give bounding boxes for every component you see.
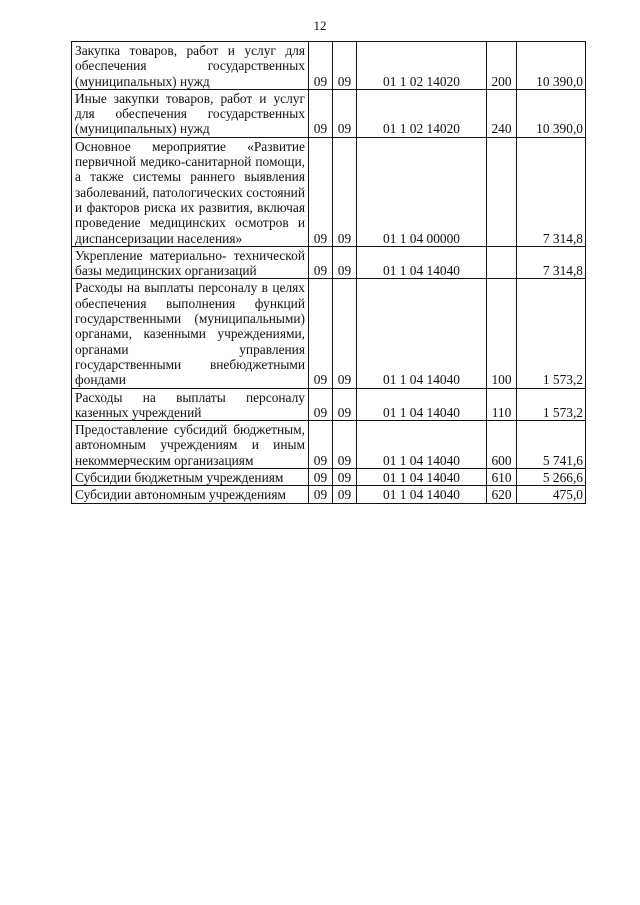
row-description [72, 42, 309, 90]
description-text: Иные закупки товаров, работ [75, 90, 253, 106]
page-number: 12 [313, 18, 327, 33]
description-text: включая проведение медицинских [75, 199, 305, 231]
description-text: казенных учреждений [75, 404, 202, 420]
target-article-code: 01 1 04 00000 [357, 137, 487, 246]
target-article-code: 01 1 04 14040 [357, 388, 487, 421]
description-text: казенными учреждениями, [143, 326, 305, 342]
description-text: государственных [207, 106, 305, 122]
amount: 1 573,2 [517, 388, 586, 421]
section-code: 09 [309, 42, 333, 90]
expense-type-code: 100 [487, 279, 517, 388]
description-text: Основное мероприятие «Развитие [75, 138, 305, 154]
description-text: и услуг для обеспечения [75, 90, 305, 122]
section-code: 09 [309, 486, 333, 503]
budget-table [71, 41, 586, 504]
table-row [72, 246, 586, 279]
description-text: Предоставление субсидий [75, 422, 228, 438]
row-description [72, 89, 309, 137]
description-text: (муниципальных) нужд [75, 73, 210, 89]
description-text: населения» [177, 230, 243, 246]
table-row [72, 469, 586, 486]
target-article-code: 01 1 04 14040 [357, 421, 487, 469]
description-text: технической базы медицинских [75, 247, 305, 279]
description-text: (муниципальными) органами, [75, 311, 305, 342]
subsection-code: 09 [333, 421, 357, 469]
table-row [72, 137, 586, 246]
description-text: государственными [75, 356, 182, 372]
amount: 5 266,6 [517, 469, 586, 486]
amount: 1 573,2 [517, 279, 586, 388]
table-row [72, 89, 586, 137]
target-article-code: 01 1 04 14040 [357, 246, 487, 279]
description-text: осмотров и диспансеризации [75, 215, 305, 246]
description-text: учреждениям и иным [160, 437, 305, 453]
description-text: (муниципальных) нужд [75, 121, 210, 137]
target-article-code: 01 1 04 14040 [357, 469, 487, 486]
description-text: Укрепление материально- [75, 247, 227, 263]
expense-type-code: 240 [487, 89, 517, 137]
expense-type-code: 610 [487, 469, 517, 486]
expense-type-code: 200 [487, 42, 517, 90]
description-text: Расходы на выплаты персоналу [75, 280, 258, 296]
description-text: Субсидии автономным [75, 487, 206, 503]
table-row [72, 388, 586, 421]
description-text: Субсидии бюджетным [75, 470, 203, 486]
description-text: первичной медико-санитарной [75, 154, 252, 170]
description-text: учреждениям [206, 470, 284, 486]
budget-table-body [72, 42, 586, 504]
section-code: 09 [309, 421, 333, 469]
description-text: Расходы на выплаты персоналу [75, 389, 305, 405]
table-row [72, 279, 586, 388]
amount: 475,0 [517, 486, 586, 503]
amount: 7 314,8 [517, 246, 586, 279]
expense-type-code: 600 [487, 421, 517, 469]
target-article-code: 01 1 04 14040 [357, 279, 487, 388]
amount: 5 741,6 [517, 421, 586, 469]
table-row [72, 486, 586, 503]
row-description [72, 421, 309, 469]
description-text: выявления заболеваний, [75, 169, 305, 200]
subsection-code: 09 [333, 137, 357, 246]
expense-type-code: 110 [487, 388, 517, 421]
section-code: 09 [309, 246, 333, 279]
subsection-code: 09 [333, 469, 357, 486]
subsection-code: 09 [333, 388, 357, 421]
expense-type-code [487, 246, 517, 279]
table-row [72, 421, 586, 469]
subsection-code: 09 [333, 42, 357, 90]
subsection-code: 09 [333, 89, 357, 137]
row-description [72, 246, 309, 279]
description-text: и факторов риска их развития, [75, 199, 253, 215]
row-description [72, 137, 309, 246]
section-code: 09 [309, 469, 333, 486]
subsection-code: 09 [333, 486, 357, 503]
row-description [72, 388, 309, 421]
description-text: бюджетным, автономным [75, 422, 305, 453]
target-article-code: 01 1 04 14040 [357, 486, 487, 503]
section-code: 09 [309, 388, 333, 421]
amount: 10 390,0 [517, 42, 586, 90]
table-row [72, 42, 586, 90]
section-code: 09 [309, 89, 333, 137]
description-text: внебюджетными фондами [75, 356, 305, 388]
target-article-code: 01 1 02 14020 [357, 89, 487, 137]
description-text: для обеспечения государственных [75, 43, 305, 74]
row-description [72, 279, 309, 388]
description-text: помощи, а также системы раннего [75, 154, 305, 185]
row-description [72, 486, 309, 503]
description-text: органами управления [75, 341, 305, 357]
section-code: 09 [309, 137, 333, 246]
description-text: функций государственными [75, 295, 305, 327]
description-text: Закупка товаров, работ и услуг [75, 43, 276, 58]
description-text: патологических состояний [152, 184, 305, 200]
description-text: организаций [184, 263, 257, 279]
description-text: учреждениям [208, 487, 286, 503]
target-article-code: 01 1 02 14020 [357, 42, 487, 90]
description-text: некоммерческим организациям [75, 452, 254, 468]
subsection-code: 09 [333, 279, 357, 388]
amount: 10 390,0 [517, 89, 586, 137]
subsection-code: 09 [333, 246, 357, 279]
row-description [72, 469, 309, 486]
section-code: 09 [309, 279, 333, 388]
description-text: в целях обеспечения выполнения [75, 280, 305, 311]
expense-type-code: 620 [487, 486, 517, 503]
expense-type-code [487, 137, 517, 246]
amount: 7 314,8 [517, 137, 586, 246]
